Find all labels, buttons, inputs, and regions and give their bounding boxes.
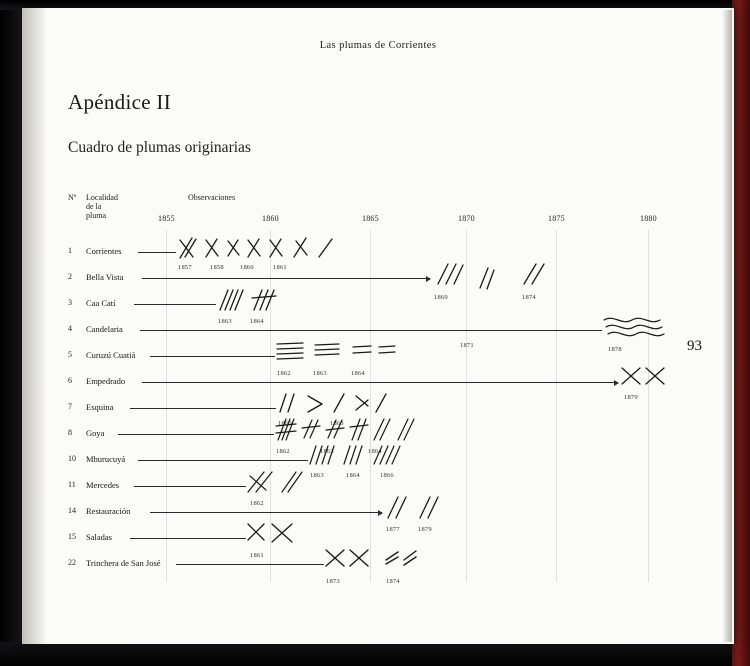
column-header-number: Nº	[68, 193, 77, 202]
timeline-chart	[68, 214, 688, 584]
row-locality: Mercedes	[86, 480, 120, 490]
leader-line-arrow	[150, 512, 382, 513]
date-label: 1862	[250, 500, 264, 507]
column-header-observations: Observaciones	[188, 193, 236, 202]
row-locality: Esquina	[86, 402, 114, 412]
row-locality: Bella Vista	[86, 272, 124, 282]
pen-stroke-group	[216, 288, 336, 314]
leader-line-arrow	[142, 278, 430, 279]
date-label: 1878	[608, 346, 622, 353]
date-label: 1861	[250, 552, 264, 559]
leader-line	[130, 408, 276, 409]
date-label: 1862	[276, 448, 290, 455]
leader-line	[138, 252, 176, 253]
pen-stroke-group	[176, 236, 346, 262]
row-locality: Restauración	[86, 506, 131, 516]
page-number: 93	[687, 338, 702, 354]
date-label: 1879	[624, 394, 638, 401]
book-page	[22, 8, 734, 644]
date-label: 1863	[320, 448, 334, 455]
pen-stroke-group	[274, 418, 434, 446]
pen-stroke-group	[276, 392, 416, 418]
column-header-locality: Localidad de la pluma	[86, 193, 118, 220]
leader-line	[150, 356, 275, 357]
pen-stroke-group	[384, 496, 474, 522]
pen-stroke-group	[308, 444, 448, 470]
row-number: 11	[68, 480, 76, 489]
gridline-1880	[648, 230, 649, 582]
leader-line	[130, 538, 246, 539]
year-label-1860: 1860	[262, 214, 279, 223]
leader-line	[134, 304, 216, 305]
year-label-1875: 1875	[548, 214, 565, 223]
date-label: 1863	[310, 472, 324, 479]
row-number: 2	[68, 272, 72, 281]
row-number: 1	[68, 246, 72, 255]
row-number: 3	[68, 298, 72, 307]
leader-line	[138, 460, 308, 461]
row-locality: Mburucuyá	[86, 454, 126, 464]
row-locality: Caa Catí	[86, 298, 116, 308]
book-cover-right-edge	[732, 0, 750, 666]
row-number: 22	[68, 558, 76, 567]
gridline-1855	[166, 230, 167, 582]
date-label: 1879	[418, 526, 432, 533]
row-locality: Saladas	[86, 532, 112, 542]
leader-line	[140, 330, 602, 331]
date-label: 1863	[218, 318, 232, 325]
date-label: 1860	[278, 420, 292, 427]
row-locality: Corrientes	[86, 246, 122, 256]
date-label: 1861	[273, 264, 287, 271]
date-label: 1871	[460, 342, 474, 349]
date-label: 1877	[386, 526, 400, 533]
date-label: 1858	[210, 264, 224, 271]
pen-stroke-group	[275, 340, 415, 366]
section-title: Cuadro de plumas originarias	[68, 139, 251, 156]
row-number: 8	[68, 428, 72, 437]
row-locality: Curuzú Cuatiá	[86, 350, 136, 360]
row-locality: Empedrado	[86, 376, 126, 386]
row-locality: Candelaria	[86, 324, 123, 334]
year-label-1855: 1855	[158, 214, 175, 223]
date-label: 1866	[380, 472, 394, 479]
pen-stroke-group	[324, 548, 444, 574]
row-locality: Trinchera de San José	[86, 558, 161, 568]
leader-line	[176, 564, 324, 565]
row-number: 14	[68, 506, 76, 515]
pen-stroke-group	[246, 522, 326, 548]
pen-stroke-group	[246, 470, 376, 496]
row-number: 7	[68, 402, 72, 411]
date-label: 1863	[313, 370, 327, 377]
pen-stroke-group	[602, 314, 692, 340]
date-label: 1869	[434, 294, 448, 301]
date-label: 1864	[250, 318, 264, 325]
year-label-1880: 1880	[640, 214, 657, 223]
page-title: Apéndice II	[68, 90, 171, 114]
date-label: 1874	[386, 578, 400, 585]
row-number: 6	[68, 376, 72, 385]
row-number: 5	[68, 350, 72, 359]
date-label: 1873	[326, 578, 340, 585]
row-locality: Goya	[86, 428, 105, 438]
leader-line-arrow	[142, 382, 618, 383]
year-label-1870: 1870	[458, 214, 475, 223]
date-label: 1860	[240, 264, 254, 271]
leader-line	[118, 434, 274, 435]
date-label: 1874	[522, 294, 536, 301]
date-label: 1864	[346, 472, 360, 479]
running-head: Las plumas de Corrientes	[319, 40, 437, 51]
date-label: 1864	[351, 370, 365, 377]
date-label: 1857	[178, 264, 192, 271]
row-number: 10	[68, 454, 76, 463]
pen-stroke-group	[620, 366, 690, 392]
date-label: 1863	[330, 420, 344, 427]
date-label: 1862	[277, 370, 291, 377]
leader-line	[134, 486, 246, 487]
year-label-1865: 1865	[362, 214, 379, 223]
row-number: 4	[68, 324, 72, 333]
pen-stroke-group	[432, 262, 572, 288]
date-label: 1864	[368, 448, 382, 455]
desk-bottom-edge	[0, 642, 750, 666]
row-number: 15	[68, 532, 76, 541]
